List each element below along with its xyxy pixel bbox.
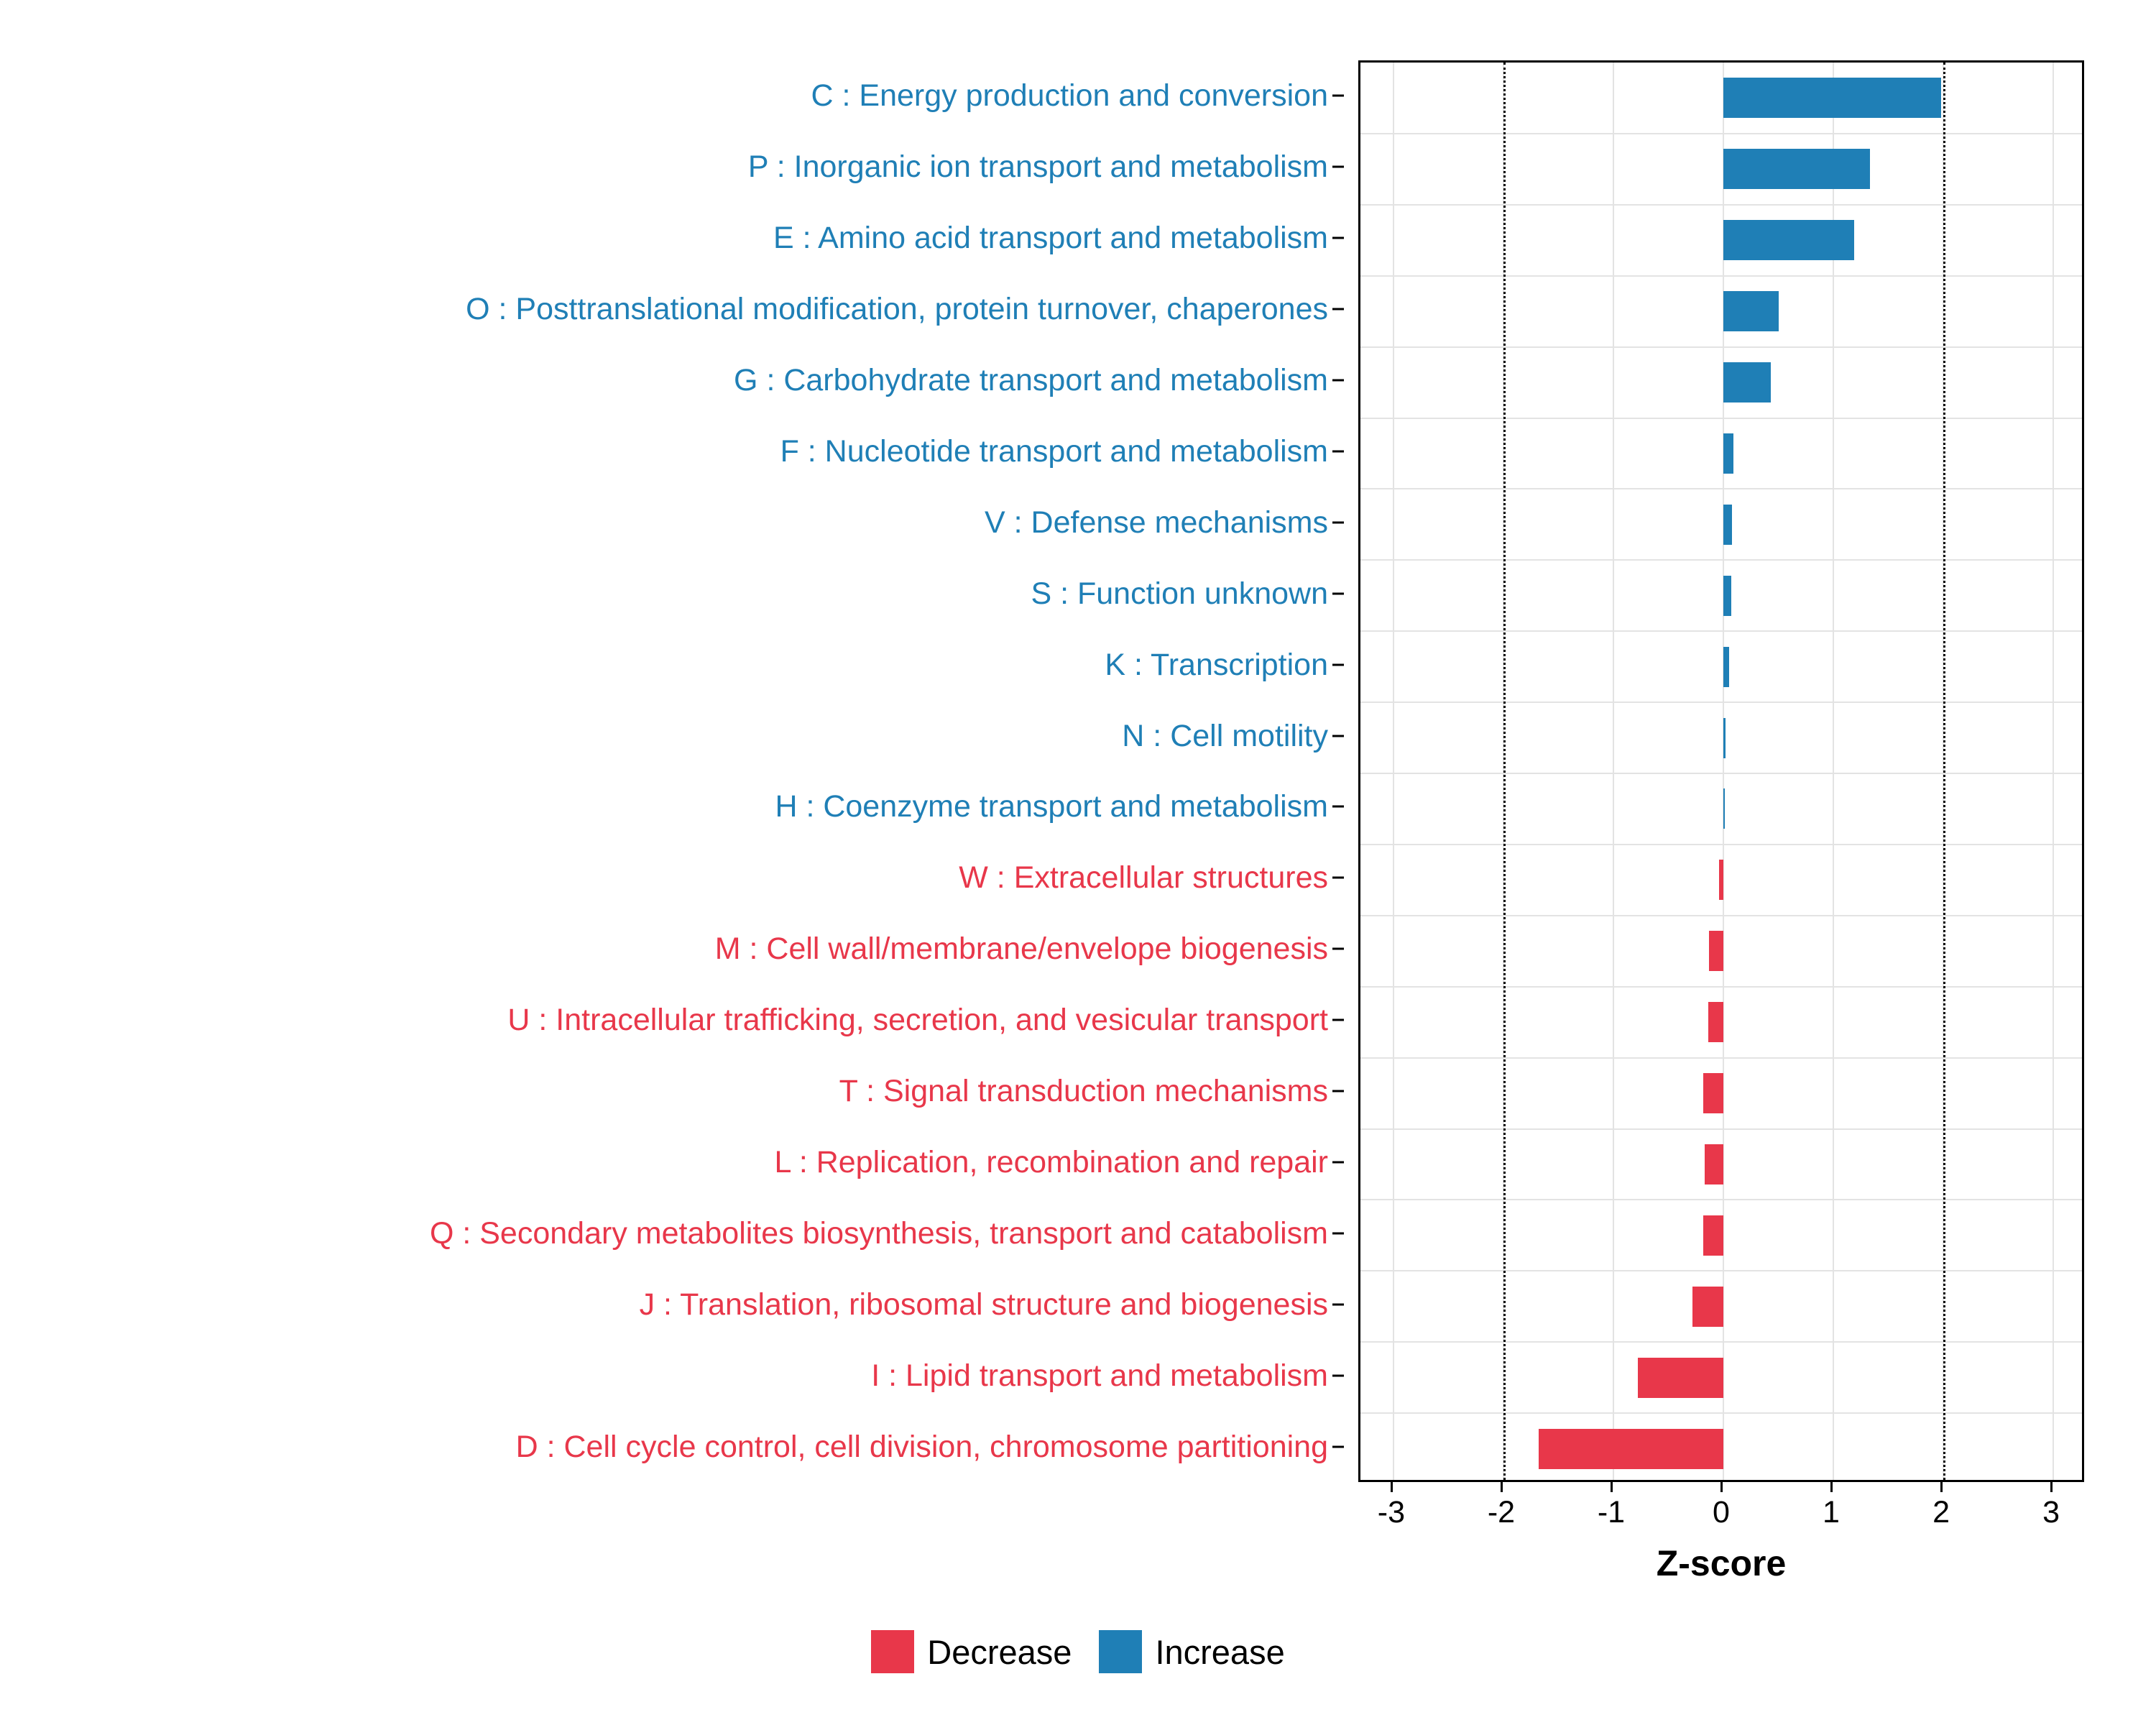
chart-legend bbox=[0, 1630, 2156, 1673]
bar bbox=[1708, 1002, 1723, 1042]
bar bbox=[1692, 1287, 1723, 1327]
bar bbox=[1703, 1073, 1723, 1113]
gridline-horizontal bbox=[1360, 204, 2082, 206]
bar bbox=[1719, 860, 1723, 900]
x-tick-label: -1 bbox=[1597, 1495, 1626, 1530]
category-tick bbox=[1332, 735, 1344, 737]
bar bbox=[1723, 788, 1725, 829]
category-label: V : Defense mechanisms bbox=[985, 505, 1328, 540]
category-label: P : Inorganic ion transport and metabolism bbox=[747, 150, 1328, 185]
x-tick-label: 1 bbox=[1823, 1495, 1840, 1530]
bar bbox=[1709, 931, 1723, 971]
gridline-horizontal bbox=[1360, 275, 2082, 277]
bar bbox=[1723, 291, 1779, 331]
category-tick bbox=[1332, 521, 1344, 523]
x-tick-mark bbox=[1501, 1482, 1503, 1492]
category-tick bbox=[1332, 877, 1344, 879]
bar bbox=[1723, 78, 1941, 118]
category-tick bbox=[1332, 948, 1344, 950]
gridline-horizontal bbox=[1360, 346, 2082, 348]
plot-panel bbox=[1358, 60, 2084, 1482]
category-label: M : Cell wall/membrane/envelope biogenesis bbox=[714, 932, 1328, 967]
category-label: E : Amino acid transport and metabolism bbox=[773, 221, 1328, 256]
x-tick-mark bbox=[2050, 1482, 2053, 1492]
x-tick-mark bbox=[1391, 1482, 1393, 1492]
category-tick bbox=[1332, 308, 1344, 310]
gridline-horizontal bbox=[1360, 418, 2082, 419]
bar bbox=[1723, 576, 1731, 616]
category-tick bbox=[1332, 1445, 1344, 1448]
x-tick-label: -3 bbox=[1377, 1495, 1406, 1530]
category-label: C : Energy production and conversion bbox=[811, 78, 1328, 114]
bar bbox=[1723, 362, 1771, 402]
legend-swatch bbox=[1099, 1630, 1142, 1673]
gridline-vertical bbox=[1613, 63, 1614, 1480]
category-label: H : Coenzyme transport and metabolism bbox=[775, 789, 1328, 824]
legend-label: Decrease bbox=[927, 1632, 1072, 1671]
gridline-horizontal bbox=[1360, 133, 2082, 134]
category-label: G : Carbohydrate transport and metabolism bbox=[734, 363, 1328, 398]
x-axis-title: Z-score bbox=[1656, 1543, 1787, 1583]
gridline-vertical bbox=[1393, 63, 1394, 1480]
category-tick bbox=[1332, 1303, 1344, 1305]
gridline-horizontal bbox=[1360, 773, 2082, 774]
category-tick bbox=[1332, 592, 1344, 594]
legend-item bbox=[1099, 1630, 1284, 1673]
bar bbox=[1723, 505, 1732, 545]
gridline-horizontal bbox=[1360, 630, 2082, 632]
gridline-horizontal bbox=[1360, 915, 2082, 916]
gridline-horizontal bbox=[1360, 844, 2082, 845]
x-tick-mark bbox=[1720, 1482, 1723, 1492]
category-tick bbox=[1332, 95, 1344, 97]
bar bbox=[1705, 1144, 1723, 1184]
x-tick-mark bbox=[1611, 1482, 1613, 1492]
bar bbox=[1723, 647, 1729, 687]
reference-line bbox=[1943, 63, 1945, 1480]
gridline-horizontal bbox=[1360, 986, 2082, 988]
gridline-vertical bbox=[1723, 63, 1724, 1480]
category-label: O : Posttranslational modification, protein turnover, chaperones bbox=[466, 292, 1328, 327]
x-tick-label: -2 bbox=[1487, 1495, 1516, 1530]
gridline-horizontal bbox=[1360, 559, 2082, 561]
bar bbox=[1723, 149, 1870, 189]
category-label: I : Lipid transport and metabolism bbox=[871, 1358, 1328, 1393]
category-tick bbox=[1332, 1161, 1344, 1163]
category-label: N : Cell motility bbox=[1122, 718, 1328, 753]
gridline-horizontal bbox=[1360, 1057, 2082, 1059]
gridline-horizontal bbox=[1360, 488, 2082, 489]
category-label: W : Extracellular structures bbox=[959, 860, 1328, 896]
category-tick bbox=[1332, 1019, 1344, 1021]
legend-label: Increase bbox=[1155, 1632, 1285, 1671]
x-tick-label: 2 bbox=[1932, 1495, 1950, 1530]
category-label: J : Translation, ribosomal structure and biogenesis bbox=[639, 1287, 1328, 1322]
bar bbox=[1723, 718, 1726, 758]
category-label: T : Signal transduction mechanisms bbox=[839, 1074, 1328, 1109]
gridline-vertical bbox=[2053, 63, 2054, 1480]
category-label: U : Intracellular trafficking, secretion, and vesicular transport bbox=[507, 1003, 1328, 1038]
bar bbox=[1723, 220, 1854, 260]
category-label: K : Transcription bbox=[1105, 647, 1328, 682]
category-tick bbox=[1332, 1374, 1344, 1376]
bar bbox=[1638, 1358, 1723, 1398]
bar bbox=[1703, 1215, 1723, 1256]
x-tick-label: 0 bbox=[1713, 1495, 1730, 1530]
category-tick bbox=[1332, 237, 1344, 239]
reference-line bbox=[1503, 63, 1506, 1480]
category-tick bbox=[1332, 1090, 1344, 1092]
gridline-vertical bbox=[1833, 63, 1834, 1480]
gridline-horizontal bbox=[1360, 1341, 2082, 1343]
gridline-horizontal bbox=[1360, 1128, 2082, 1130]
category-label: Q : Secondary metabolites biosynthesis, transport and catabolism bbox=[429, 1215, 1328, 1251]
category-tick bbox=[1332, 663, 1344, 666]
category-tick bbox=[1332, 1232, 1344, 1234]
category-label: F : Nucleotide transport and metabolism bbox=[780, 433, 1328, 469]
gridline-horizontal bbox=[1360, 1412, 2082, 1414]
bar bbox=[1539, 1429, 1723, 1469]
category-label: S : Function unknown bbox=[1031, 576, 1328, 611]
bar bbox=[1723, 433, 1733, 474]
category-tick bbox=[1332, 380, 1344, 382]
x-tick-label: 3 bbox=[2042, 1495, 2060, 1530]
legend-swatch bbox=[871, 1630, 914, 1673]
gridline-horizontal bbox=[1360, 1199, 2082, 1200]
x-tick-mark bbox=[1830, 1482, 1833, 1492]
category-label: D : Cell cycle control, cell division, chromosome partitioning bbox=[515, 1429, 1328, 1464]
category-tick bbox=[1332, 806, 1344, 808]
category-tick bbox=[1332, 450, 1344, 452]
gridline-horizontal bbox=[1360, 1270, 2082, 1271]
gridline-horizontal bbox=[1360, 702, 2082, 703]
category-axis-labels bbox=[0, 60, 1344, 1482]
category-tick bbox=[1332, 166, 1344, 168]
legend-item bbox=[871, 1630, 1072, 1673]
x-tick-mark bbox=[1940, 1482, 1943, 1492]
category-label: L : Replication, recombination and repair bbox=[774, 1144, 1328, 1179]
